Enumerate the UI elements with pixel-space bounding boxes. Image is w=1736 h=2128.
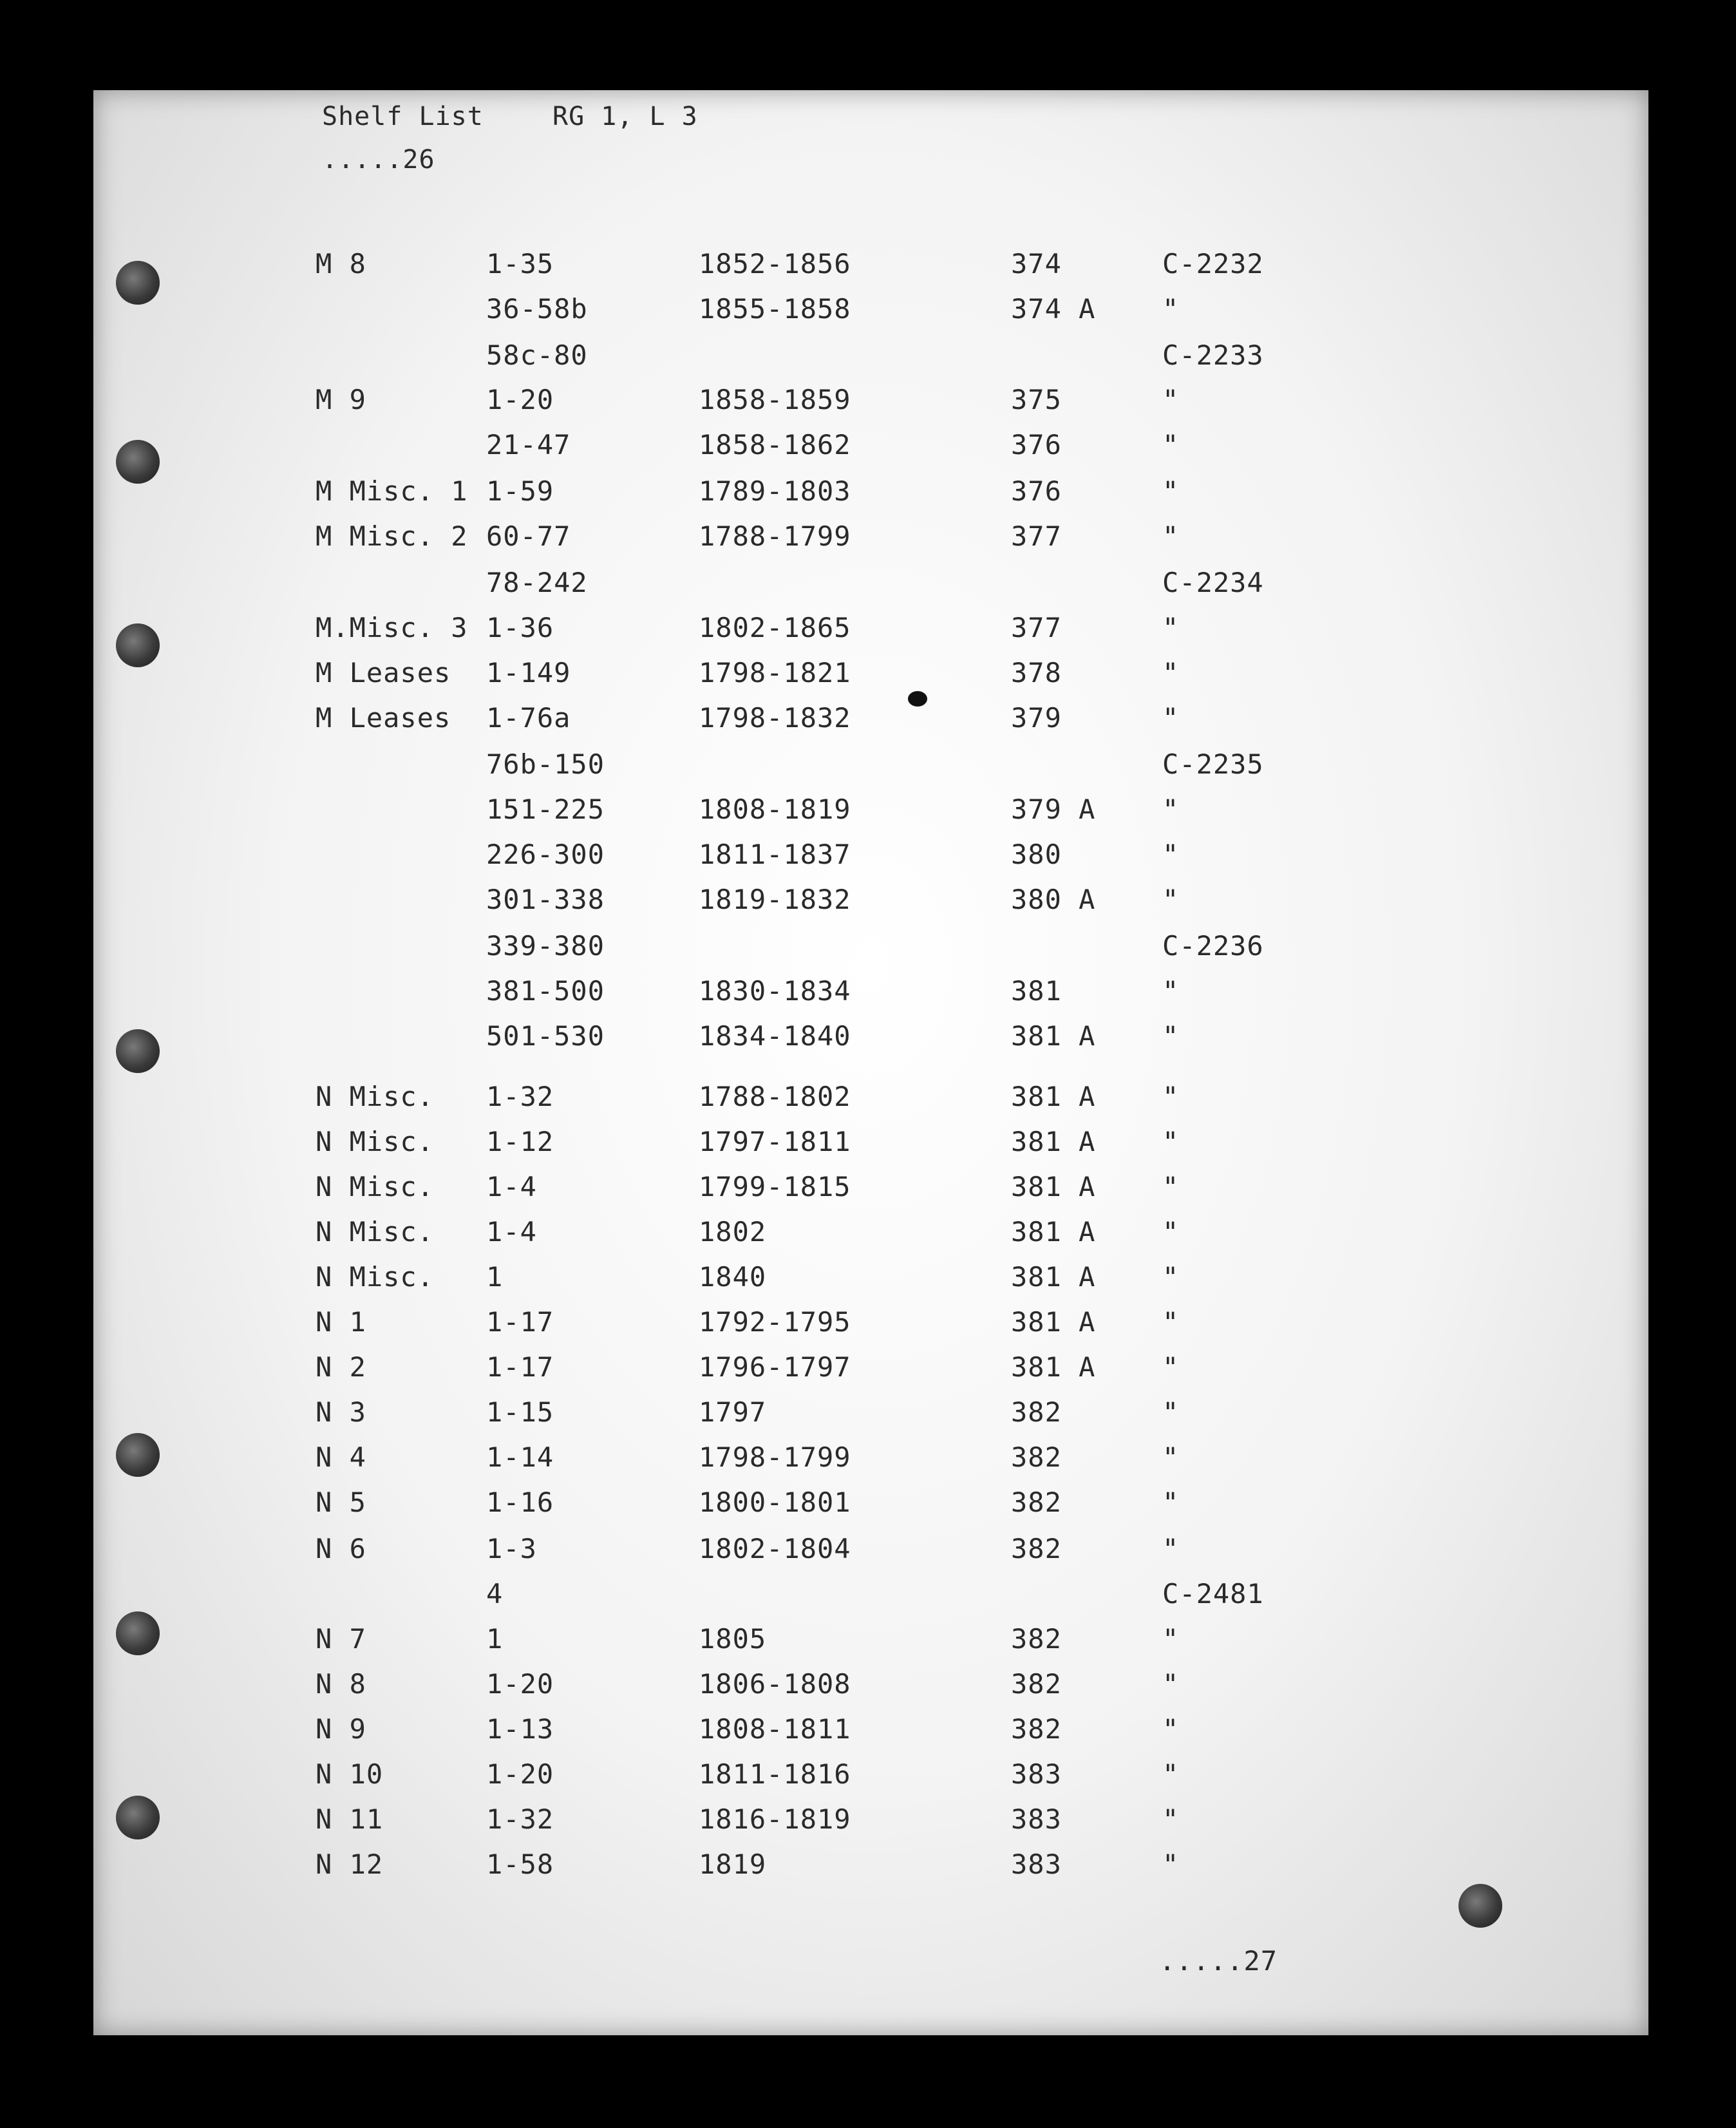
volume-cell: 376 xyxy=(1011,475,1062,507)
item-range-cell: 78-242 xyxy=(486,567,588,598)
reel-cell: " xyxy=(1162,1261,1180,1293)
date-range-cell: 1811-1816 xyxy=(699,1758,851,1790)
series-cell: N 8 xyxy=(316,1668,366,1700)
punch-hole xyxy=(116,1796,160,1839)
reel-cell: C-2481 xyxy=(1162,1578,1264,1610)
volume-cell: 375 xyxy=(1011,384,1062,415)
item-range-cell: 1-12 xyxy=(486,1126,554,1157)
series-cell: N 2 xyxy=(316,1351,366,1383)
volume-cell: 382 xyxy=(1011,1533,1062,1564)
series-cell: N Misc. xyxy=(316,1261,435,1293)
punch-hole xyxy=(116,1029,160,1073)
item-range-cell: 4 xyxy=(486,1578,504,1610)
record-group-label: RG 1, L 3 xyxy=(552,102,698,131)
date-range-cell: 1797 xyxy=(699,1396,767,1428)
item-range-cell: 1-149 xyxy=(486,657,571,689)
item-range-cell: 1-15 xyxy=(486,1396,554,1428)
date-range-cell: 1796-1797 xyxy=(699,1351,851,1383)
series-cell: N 3 xyxy=(316,1396,366,1428)
continued-on-page: .....27 xyxy=(1159,1945,1278,1977)
reel-cell: " xyxy=(1162,429,1180,461)
item-range-cell: 21-47 xyxy=(486,429,571,461)
punch-hole xyxy=(116,623,160,667)
reel-cell: " xyxy=(1162,1216,1180,1248)
reel-cell: C-2235 xyxy=(1162,748,1264,780)
item-range-cell: 381-500 xyxy=(486,975,605,1007)
item-range-cell: 76b-150 xyxy=(486,748,605,780)
date-range-cell: 1788-1802 xyxy=(699,1081,851,1112)
series-cell: N 5 xyxy=(316,1487,366,1518)
date-range-cell: 1788-1799 xyxy=(699,520,851,552)
reel-cell: " xyxy=(1162,1487,1180,1518)
series-cell: N Misc. xyxy=(316,1081,435,1112)
date-range-cell: 1819 xyxy=(699,1848,767,1880)
reel-cell: " xyxy=(1162,384,1180,415)
reel-cell: " xyxy=(1162,1713,1180,1745)
volume-cell: 381 A xyxy=(1011,1126,1096,1157)
reel-cell: " xyxy=(1162,520,1180,552)
reel-cell: C-2234 xyxy=(1162,567,1264,598)
reel-cell: " xyxy=(1162,1848,1180,1880)
date-range-cell: 1808-1811 xyxy=(699,1713,851,1745)
item-range-cell: 1-35 xyxy=(486,248,554,280)
volume-cell: 379 xyxy=(1011,702,1062,734)
series-cell: M Misc. 1 xyxy=(316,475,468,507)
item-range-cell: 58c-80 xyxy=(486,339,588,371)
volume-cell: 377 xyxy=(1011,612,1062,643)
reel-cell: " xyxy=(1162,1758,1180,1790)
item-range-cell: 1-4 xyxy=(486,1171,537,1202)
reel-cell: " xyxy=(1162,1668,1180,1700)
volume-cell: 381 A xyxy=(1011,1306,1096,1338)
punch-hole xyxy=(1458,1884,1502,1928)
item-range-cell: 1-17 xyxy=(486,1306,554,1338)
date-range-cell: 1789-1803 xyxy=(699,475,851,507)
item-range-cell: 339-380 xyxy=(486,930,605,962)
volume-cell: 381 A xyxy=(1011,1216,1096,1248)
series-cell: M Leases xyxy=(316,702,451,734)
reel-cell: " xyxy=(1162,1351,1180,1383)
date-range-cell: 1798-1821 xyxy=(699,657,851,689)
series-cell: M.Misc. 3 xyxy=(316,612,468,643)
volume-cell: 380 xyxy=(1011,839,1062,870)
reel-cell: " xyxy=(1162,1803,1180,1835)
date-range-cell: 1840 xyxy=(699,1261,767,1293)
series-cell: N Misc. xyxy=(316,1216,435,1248)
reel-cell: C-2233 xyxy=(1162,339,1264,371)
volume-cell: 376 xyxy=(1011,429,1062,461)
volume-cell: 377 xyxy=(1011,520,1062,552)
date-range-cell: 1797-1811 xyxy=(699,1126,851,1157)
series-cell: N 6 xyxy=(316,1533,366,1564)
reel-cell: " xyxy=(1162,1623,1180,1655)
punch-hole xyxy=(116,440,160,484)
reel-cell: " xyxy=(1162,1441,1180,1473)
series-cell: M 8 xyxy=(316,248,366,280)
item-range-cell: 1-58 xyxy=(486,1848,554,1880)
date-range-cell: 1798-1799 xyxy=(699,1441,851,1473)
reel-cell: " xyxy=(1162,1306,1180,1338)
series-cell: N 11 xyxy=(316,1803,384,1835)
date-range-cell: 1798-1832 xyxy=(699,702,851,734)
reel-cell: " xyxy=(1162,793,1180,825)
reel-cell: " xyxy=(1162,1081,1180,1112)
item-range-cell: 1-20 xyxy=(486,384,554,415)
date-range-cell: 1802-1804 xyxy=(699,1533,851,1564)
volume-cell: 378 xyxy=(1011,657,1062,689)
date-range-cell: 1855-1858 xyxy=(699,293,851,325)
date-range-cell: 1808-1819 xyxy=(699,793,851,825)
series-cell: M Leases xyxy=(316,657,451,689)
item-range-cell: 1-14 xyxy=(486,1441,554,1473)
item-range-cell: 151-225 xyxy=(486,793,605,825)
reel-cell: " xyxy=(1162,1396,1180,1428)
reel-cell: " xyxy=(1162,839,1180,870)
reel-cell: " xyxy=(1162,702,1180,734)
series-cell: N 10 xyxy=(316,1758,384,1790)
date-range-cell: 1806-1808 xyxy=(699,1668,851,1700)
reel-cell: " xyxy=(1162,1126,1180,1157)
series-cell: N 12 xyxy=(316,1848,384,1880)
volume-cell: 374 xyxy=(1011,248,1062,280)
volume-cell: 379 A xyxy=(1011,793,1096,825)
item-range-cell: 1-17 xyxy=(486,1351,554,1383)
volume-cell: 380 A xyxy=(1011,884,1096,915)
date-range-cell: 1858-1862 xyxy=(699,429,851,461)
item-range-cell: 1-16 xyxy=(486,1487,554,1518)
item-range-cell: 1-32 xyxy=(486,1803,554,1835)
date-range-cell: 1816-1819 xyxy=(699,1803,851,1835)
reel-cell: " xyxy=(1162,975,1180,1007)
reel-cell: C-2232 xyxy=(1162,248,1264,280)
reel-cell: C-2236 xyxy=(1162,930,1264,962)
volume-cell: 381 A xyxy=(1011,1081,1096,1112)
item-range-cell: 1 xyxy=(486,1261,504,1293)
series-cell: N 7 xyxy=(316,1623,366,1655)
volume-cell: 381 A xyxy=(1011,1351,1096,1383)
volume-cell: 381 A xyxy=(1011,1020,1096,1052)
document-title: Shelf List xyxy=(322,102,484,131)
volume-cell: 383 xyxy=(1011,1848,1062,1880)
series-cell: N Misc. xyxy=(316,1126,435,1157)
series-cell: M 9 xyxy=(316,384,366,415)
reel-cell: " xyxy=(1162,657,1180,689)
date-range-cell: 1805 xyxy=(699,1623,767,1655)
reel-cell: " xyxy=(1162,1533,1180,1564)
date-range-cell: 1811-1837 xyxy=(699,839,851,870)
punch-hole xyxy=(116,261,160,305)
reel-cell: " xyxy=(1162,1020,1180,1052)
reel-cell: " xyxy=(1162,475,1180,507)
volume-cell: 383 xyxy=(1011,1803,1062,1835)
ink-blot xyxy=(908,691,927,707)
series-cell: N 4 xyxy=(316,1441,366,1473)
volume-cell: 382 xyxy=(1011,1713,1062,1745)
volume-cell: 383 xyxy=(1011,1758,1062,1790)
punch-hole xyxy=(116,1611,160,1655)
volume-cell: 382 xyxy=(1011,1668,1062,1700)
volume-cell: 381 xyxy=(1011,975,1062,1007)
volume-cell: 381 A xyxy=(1011,1171,1096,1202)
series-cell: N 9 xyxy=(316,1713,366,1745)
date-range-cell: 1858-1859 xyxy=(699,384,851,415)
date-range-cell: 1802 xyxy=(699,1216,767,1248)
item-range-cell: 1-32 xyxy=(486,1081,554,1112)
reel-cell: " xyxy=(1162,612,1180,643)
reel-cell: " xyxy=(1162,1171,1180,1202)
date-range-cell: 1819-1832 xyxy=(699,884,851,915)
reel-cell: " xyxy=(1162,293,1180,325)
item-range-cell: 1-20 xyxy=(486,1758,554,1790)
volume-cell: 381 A xyxy=(1011,1261,1096,1293)
item-range-cell: 1-4 xyxy=(486,1216,537,1248)
date-range-cell: 1799-1815 xyxy=(699,1171,851,1202)
reel-cell: " xyxy=(1162,884,1180,915)
item-range-cell: 301-338 xyxy=(486,884,605,915)
item-range-cell: 1 xyxy=(486,1623,504,1655)
item-range-cell: 1-36 xyxy=(486,612,554,643)
date-range-cell: 1830-1834 xyxy=(699,975,851,1007)
volume-cell: 374 A xyxy=(1011,293,1096,325)
series-cell: M Misc. 2 xyxy=(316,520,468,552)
date-range-cell: 1802-1865 xyxy=(699,612,851,643)
punch-hole xyxy=(116,1433,160,1477)
series-cell: N 1 xyxy=(316,1306,366,1338)
date-range-cell: 1792-1795 xyxy=(699,1306,851,1338)
continued-from-page: .....26 xyxy=(322,145,435,175)
volume-cell: 382 xyxy=(1011,1487,1062,1518)
date-range-cell: 1800-1801 xyxy=(699,1487,851,1518)
item-range-cell: 1-3 xyxy=(486,1533,537,1564)
item-range-cell: 226-300 xyxy=(486,839,605,870)
date-range-cell: 1852-1856 xyxy=(699,248,851,280)
item-range-cell: 1-13 xyxy=(486,1713,554,1745)
volume-cell: 382 xyxy=(1011,1441,1062,1473)
item-range-cell: 1-59 xyxy=(486,475,554,507)
item-range-cell: 36-58b xyxy=(486,293,588,325)
volume-cell: 382 xyxy=(1011,1396,1062,1428)
item-range-cell: 1-76a xyxy=(486,702,571,734)
item-range-cell: 60-77 xyxy=(486,520,571,552)
series-cell: N Misc. xyxy=(316,1171,435,1202)
date-range-cell: 1834-1840 xyxy=(699,1020,851,1052)
item-range-cell: 1-20 xyxy=(486,1668,554,1700)
volume-cell: 382 xyxy=(1011,1623,1062,1655)
item-range-cell: 501-530 xyxy=(486,1020,605,1052)
